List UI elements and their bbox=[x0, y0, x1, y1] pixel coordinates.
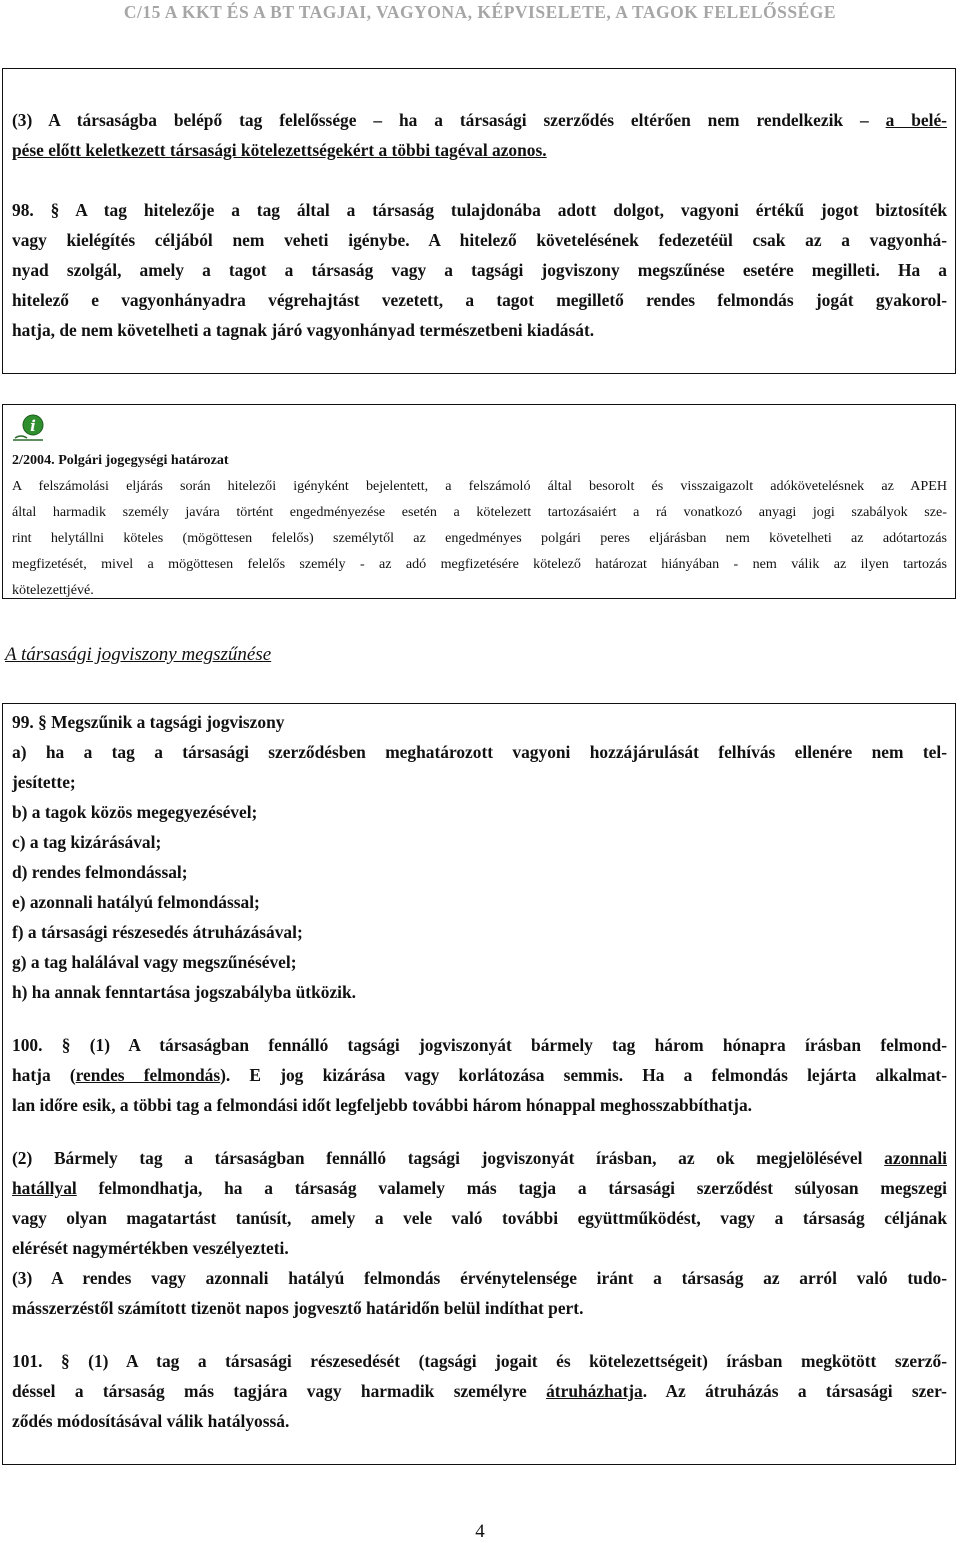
section-98-line: vagy kielégítés céljából nem veheti igénybe. A hitelező követelésének fedezetéül csak az a vagyonhá- bbox=[12, 230, 947, 250]
list-item: h) ha annak fenntartása jogszabályba ütközik. bbox=[12, 982, 357, 1002]
section-100-3-line: másszerzéstől számított tizenöt napos jogvesztő határidőn belül indíthat pert. bbox=[12, 1298, 584, 1318]
text: (3) A társaságba belépő tag felelőssége – ha a társasági szerződés eltérően nem rendelkezik – bbox=[12, 110, 869, 130]
ruling-line: megfizetését, mivel a mögöttesen felelős személy - az adó megfizetésére kötelező határozat hiányában - nem válik az ilyen tartozás bbox=[12, 556, 947, 572]
ruling-line: által harmadik személy javára történt engedményezése esetén a kötelezett tartozásaiért a rá vonatkozó anyagi jogi szabályok sze- bbox=[12, 504, 947, 520]
underlined-text: rendes felmondás bbox=[75, 1065, 221, 1085]
ruling-title: 2/2004. Polgári jogegységi határozat bbox=[12, 452, 229, 468]
svg-text:i: i bbox=[30, 417, 36, 435]
underlined-text: azonnali bbox=[884, 1148, 947, 1168]
section-101-line: 101. § (1) A tag a társasági részesedését (tagsági jogait és kötelezettségeit) írásban megkötött szerző- bbox=[12, 1351, 947, 1371]
underlined-text: hatállyal bbox=[12, 1178, 77, 1198]
spacer bbox=[12, 165, 947, 195]
section-100-line: 100. § (1) A társaságban fennálló tagsági jogviszonyát bármely tag három hónapra írásban felmond- bbox=[12, 1035, 947, 1055]
section-100-line bbox=[12, 1060, 947, 1090]
text: déssel a társaság más tagjára vagy harmadik személyre bbox=[12, 1381, 547, 1401]
section-title: A társasági jogviszony megszűnése bbox=[5, 644, 272, 665]
info-icon bbox=[11, 413, 947, 443]
section-98-line: hatja, de nem követelheti a tagnak járó vagyonhányad természetbeni kiadását. bbox=[12, 320, 595, 340]
para-97-3-line bbox=[12, 105, 947, 135]
text: ). E jog kizárása vagy korlátozása semmis. Ha a felmondás lejárta alkalmat- bbox=[220, 1065, 947, 1085]
list-item: d) rendes felmondással; bbox=[12, 862, 188, 882]
section-99-title: 99. § Megszűnik a tagsági jogviszony bbox=[12, 712, 285, 732]
section-101-line: ződés módosításával válik hatályossá. bbox=[12, 1411, 290, 1431]
list-item: g) a tag halálával vagy megszűnésével; bbox=[12, 952, 297, 972]
page-number: 4 bbox=[475, 1521, 485, 1542]
list-item: jesítette; bbox=[12, 772, 76, 792]
section-100-line: lan időre esik, a többi tag a felmondási időt legfeljebb további három hónappal meghosszabbíthatja. bbox=[12, 1095, 752, 1115]
section-98-line: 98. § A tag hitelezője a tag által a társaság tulajdonába adott dolgot, vagyoni értékű jogot biztosíték bbox=[12, 200, 947, 220]
text: hatja ( bbox=[12, 1065, 76, 1085]
para-97-3-line bbox=[12, 135, 947, 165]
underlined-text: a belé- bbox=[885, 110, 947, 130]
running-header: C/15 A KKT ÉS A BT TAGJAI, VAGYONA, KÉPVISELETE, A TAGOK FELELŐSSÉGE bbox=[123, 2, 837, 22]
law-box-97-98 bbox=[2, 68, 956, 374]
ruling-box bbox=[2, 404, 956, 599]
section-100-2-line bbox=[12, 1143, 947, 1173]
section-98-line: hitelező e vagyonhányadra végrehajtást vezetett, a tagot megillető rendes felmondás jogát gyakorol- bbox=[12, 290, 947, 310]
ruling-line: A felszámolási eljárás során hitelezői igényként bejelentett, a felszámoló által besorolt és visszaigazolt adókövetelésnek az APEH bbox=[12, 478, 947, 494]
ruling-line: rint helytállni köteles (mögöttesen felelős) személytől az engedményes polgári peres eljárásban nem követelheti az adótartozás bbox=[12, 530, 947, 546]
ruling-line: kötelezettjévé. bbox=[12, 582, 94, 598]
section-100-2-line: elérését nagymértékben veszélyezteti. bbox=[12, 1238, 289, 1258]
text: . Az átruházás a társasági szer- bbox=[642, 1381, 947, 1401]
list-item: c) a tag kizárásával; bbox=[12, 832, 162, 852]
text: felmondhatja, ha a társaság valamely más tagja a társasági szerződést súlyosan megszegi bbox=[76, 1178, 947, 1198]
spacer bbox=[12, 1323, 947, 1346]
section-98-line: nyad szolgál, amely a tagot a társaság vagy a tagsági jogviszony megszűnése esetére megilleti. Ha a bbox=[12, 260, 947, 280]
list-item: b) a tagok közös megegyezésével; bbox=[12, 802, 258, 822]
section-100-3-line: (3) A rendes vagy azonnali hatályú felmondás érvénytelensége iránt a társaság az arról való tudo- bbox=[12, 1268, 947, 1288]
law-box-99-101 bbox=[2, 703, 956, 1465]
underlined-text: átruházhatja bbox=[546, 1381, 643, 1401]
underlined-text: pése előtt keletkezett társasági kötelezettségekért a többi tagéval azonos. bbox=[12, 140, 547, 160]
section-101-line bbox=[12, 1376, 947, 1406]
list-item: e) azonnali hatályú felmondással; bbox=[12, 892, 260, 912]
spacer bbox=[12, 1120, 947, 1143]
section-100-2-line: vagy olyan magatartást tanúsít, amely a vele való további együttműködést, vagy a társaság céljának bbox=[12, 1208, 947, 1228]
section-100-2-line bbox=[12, 1173, 947, 1203]
text: (2) Bármely tag a társaságban fennálló tagsági jogviszonyát írásban, az ok megjelölésével bbox=[12, 1148, 863, 1168]
spacer bbox=[12, 1007, 947, 1030]
list-item: a) ha a tag a társasági szerződésben meghatározott vagyoni hozzájárulását felhívás ellenére nem tel- bbox=[12, 742, 947, 762]
list-item: f) a társasági részesedés átruházásával; bbox=[12, 922, 303, 942]
